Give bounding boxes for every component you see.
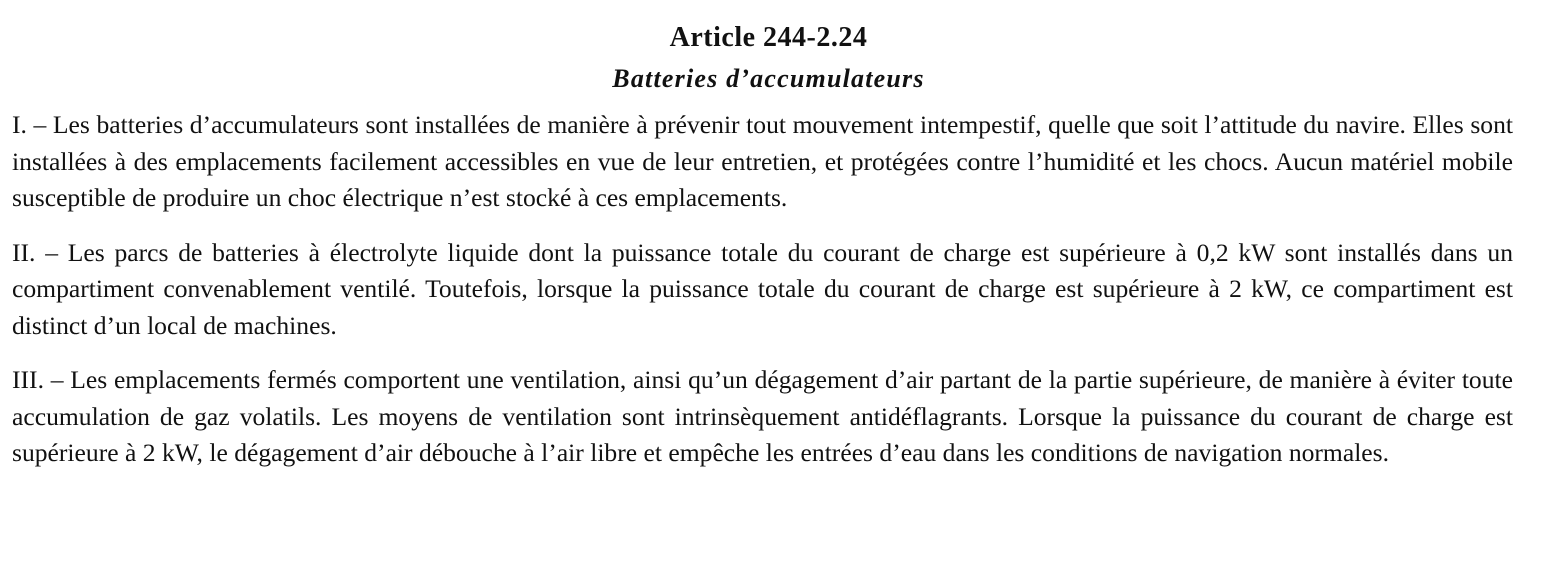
- document-page: [12, 20, 1513, 472]
- article-subtitle: Batteries d’accumulateurs: [612, 64, 925, 93]
- article-title: Article 244-2.24: [669, 22, 868, 53]
- paragraph-iii: III. – Les emplacements fermés comportent une ventilation, ainsi qu’un dégagement d’air partant de la partie supérieure, de manière à éviter toute accumulation de gaz volatils. Les moyens de ventilation sont intrinsèquement antidéflagrants. Lorsque la puissance du courant de charge est supérieure à 2 kW, le dégagement d’air débouche à l’air libre et empêche les entrées d’eau dans les conditions de navigation normales.: [12, 365, 1513, 467]
- paragraph-i: I. – Les batteries d’accumulateurs sont installées de manière à prévenir tout mouvement intempestif, quelle que soit l’attitude du navire. Elles sont installées à des emplacements facilement accessibles en vue de leur entretien, et protégées contre l’humidité et les chocs. Aucun matériel mobile susceptible de produire un choc électrique n’est stocké à ces emplacements.: [12, 110, 1513, 212]
- paragraph-ii: II. – Les parcs de batteries à électrolyte liquide dont la puissance totale du courant de charge est supérieure à 0,2 kW sont installés dans un compartiment convenablement ventilé. Toutefois, lorsque la puissance totale du courant de charge est supérieure à 2 kW, ce compartiment est distinct d’un local de machines.: [12, 237, 1513, 340]
